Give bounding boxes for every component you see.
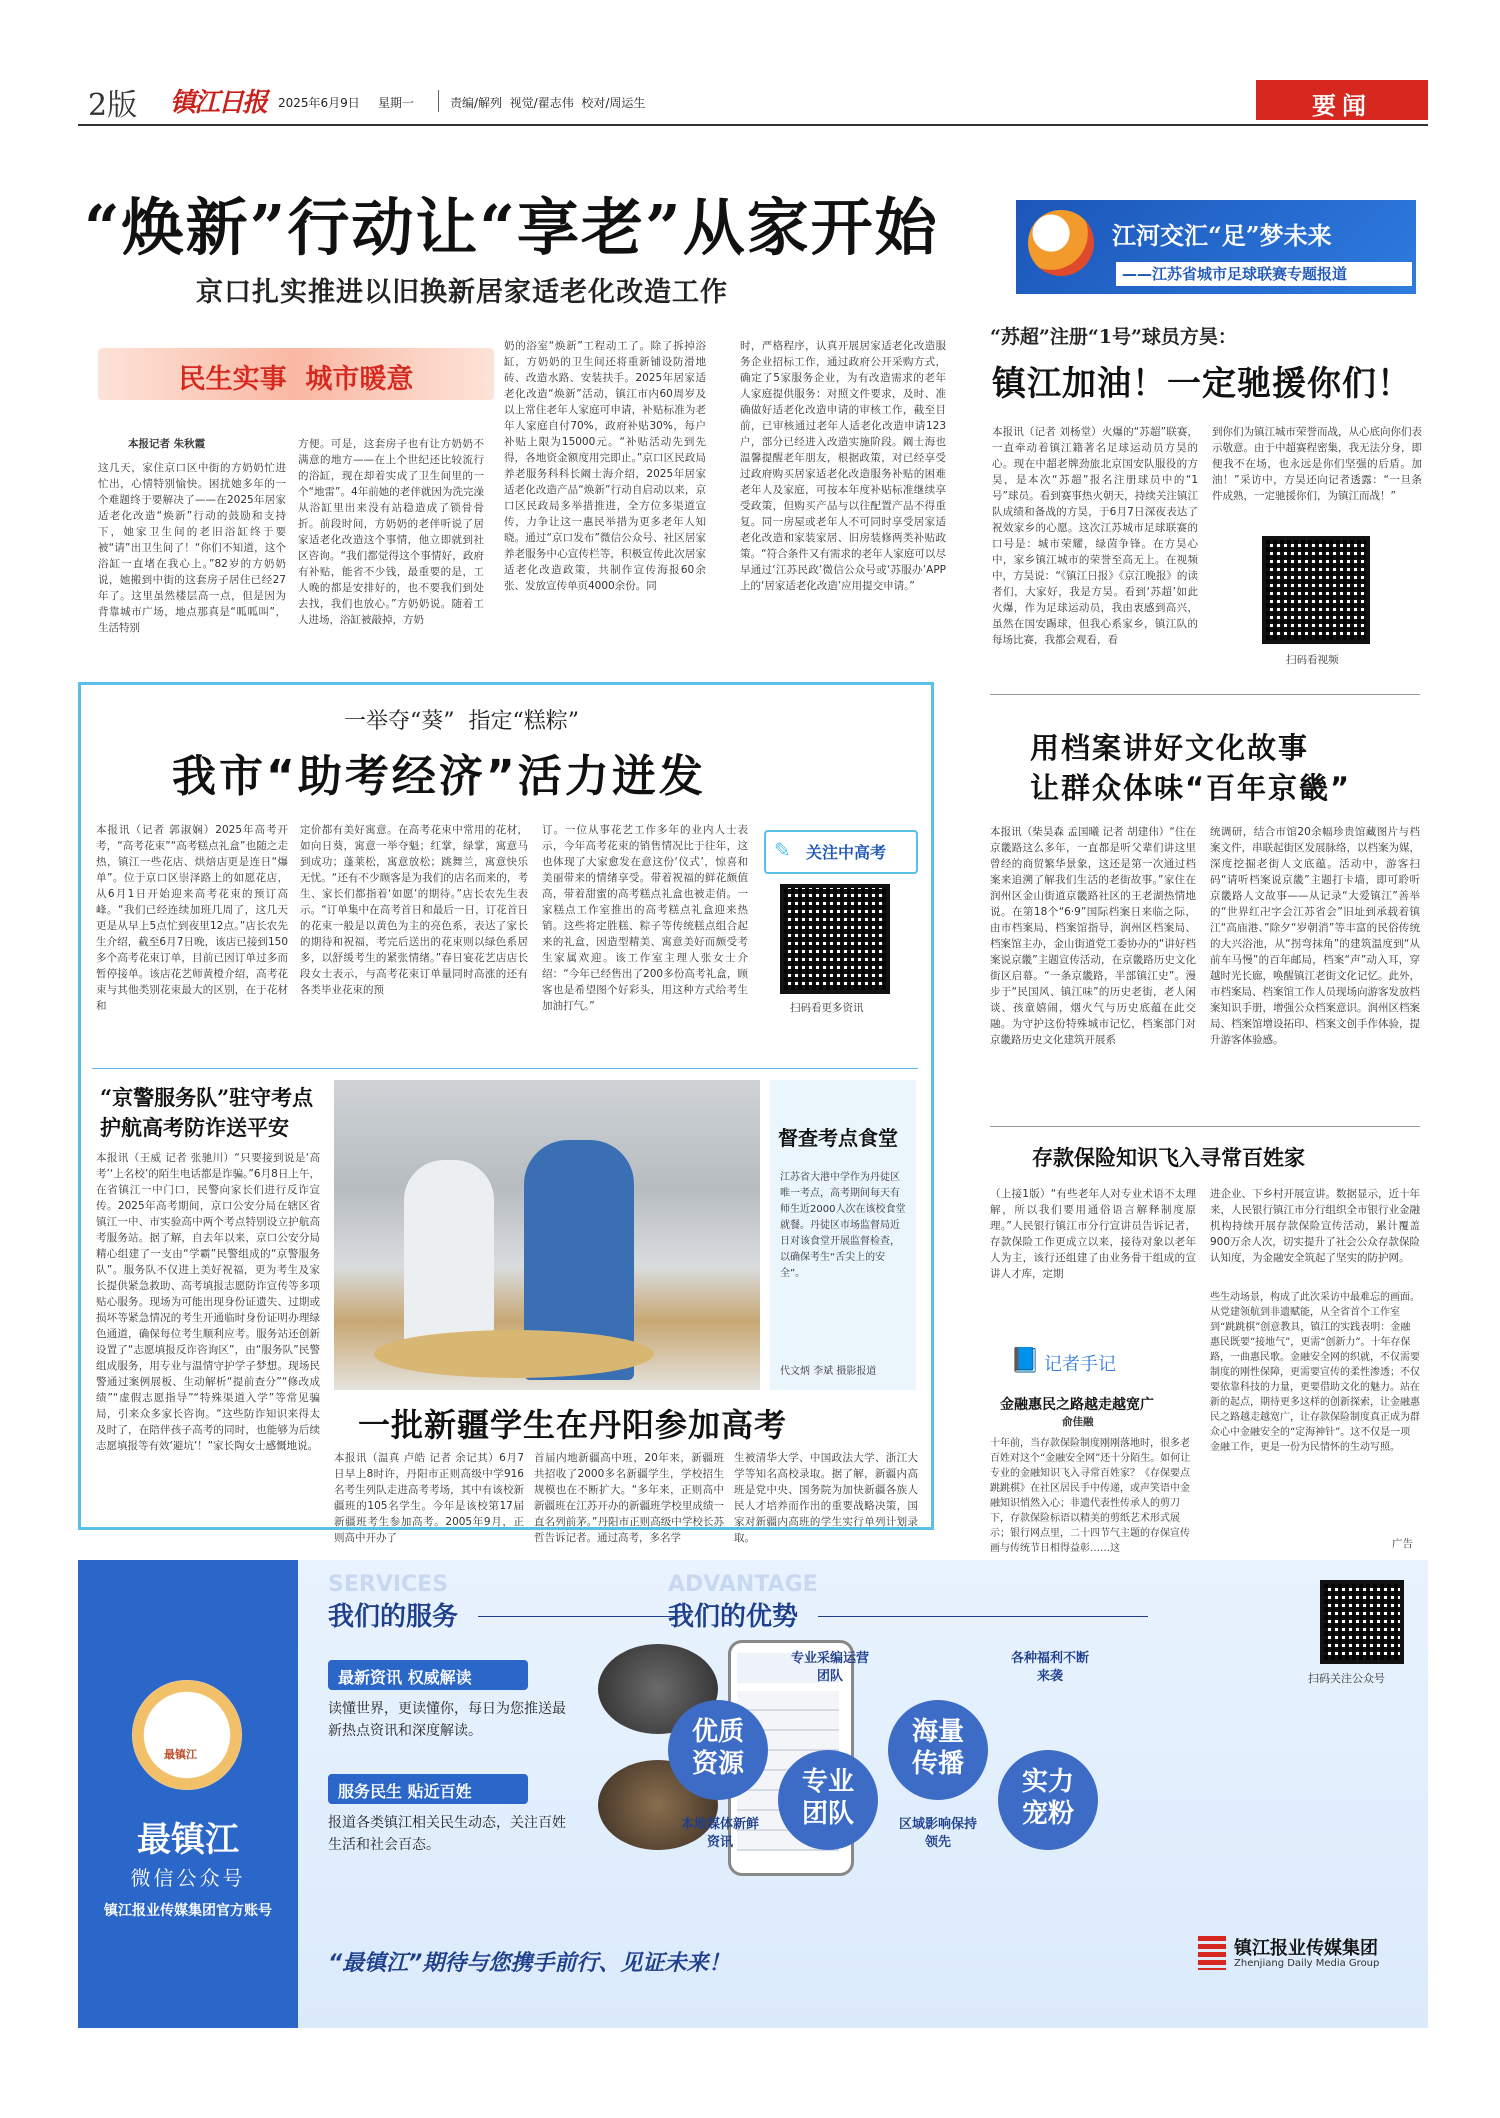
service-1-text: 读懂世界，更读懂你，每日为您推送最新热点资讯和深度解读。 <box>328 1701 566 1739</box>
xinjiang-column-3: 生被清华大学、中国政法大学、浙江大学等知名高校录取。据了解，新疆内高班是党中央、国务院为加快新疆各族人民人才培养而作出的重要战略决策，国家对新疆内高班的学生实行单列计划录取。 <box>734 1452 918 1544</box>
photo-steamer-tray <box>374 1330 654 1378</box>
exam-column-2: 定价都有美好寓意。在高考花束中常用的花材，如向日葵，寓意一举夺魁；红掌，绿掌，寓意马到成功；蓬莱松，寓意放松；跳舞兰，寓意快乐无忧。“还有不少顾客是为我们的店名而来的，考生、家长们都指着‘如愿’的期待。”店长农先生表示。“订单集中在高考首日和最后一日，订花首日的花束一般是以黄色为主的亮色系，表达了家长的期待和祝福，考完后送出的花束则以绿色系居多，以舒缓考生的紧张情绪。”春日宴花艺店店长段女士表示，与高考花束订单量同时高涨的还有各类毕业花束的预 <box>300 824 528 996</box>
xinjiang-column-1: 本报讯（温真 卢皓 记者 余记其）6月7日早上8时许，丹阳市正则高级中学916名考生列队走进高考考场，其中有该校新疆班的105名学生。今年是该校第17届新疆班考生参加高考。2005年9月，正则高中开办了 <box>334 1452 524 1544</box>
notes-column-2: 些生动场景，构成了此次采访中最难忘的画面。从党建领航到非遗赋能，从全省首个工作室到“跳跳棋”创意教具，镇江的实践表明：金融惠民既要“接地气”，更需“创新力”。十年存保路，一曲惠民歌。金融安全网的织就，不仅需要制度的刚性保障，更需要宣传的柔性渗透；不仅要依靠科技的力量，更要借助文化的魅力。站在新的起点，期待更多这样的创新探索，让金融惠民之路越走越宽广，让存款保险制度真正成为群众心中金融安全的“定海神针”。这不仅是一项金融工作，更是一份为民情怀的生动写照。 <box>1210 1292 1420 1453</box>
group-name-cn: 镇江报业传媒集团 <box>1234 1938 1378 1959</box>
advantage-en: ADVANTAGE <box>668 1572 818 1597</box>
adv-fans-hex <box>998 1750 1098 1850</box>
adv-team-label: 专业团队 <box>801 1767 854 1829</box>
adv-fans-label: 实力宠粉 <box>1021 1767 1074 1829</box>
issue-weekday: 星期一 <box>378 96 415 110</box>
ad-brand-panel <box>78 1560 298 2028</box>
football-banner <box>1016 200 1416 294</box>
ad-label: 广告 <box>1392 1538 1413 1550</box>
paper-logo: 镇江日报 <box>170 88 267 118</box>
archive-column-2: 统调研，结合市馆20余幅珍贵馆藏图片与档案文件，串联起街区发展脉络，以档案为媒，深度挖掘老街人文底蕴。活动中，游客扫码“请听档案说京畿”主题打卡墙，即可聆听京畿路人文故事——从记录“大爱镇江”善举的“世界红卍字会江苏省会”旧址到承载着镇江“高庙港、”除夕“岁朝消”等丰富的民俗传统的大兴浴池，从“拐弯抹角”的建筑温度到“从前车马慢”的百年邮局，档案“声”动入耳，穿越时光长廊，唤醒镇江老街文化记忆。此外，市档案局、档案馆工作人员现场向游客发放档案知识手册，增强公众档案意识。润州区档案局、档案馆增设拓印、档案文创手作体验，提升游客体验感。 <box>1210 826 1420 1046</box>
services-en: SERVICES <box>328 1572 449 1597</box>
exam-qr-code[interactable] <box>780 884 890 994</box>
football-banner-title: 江河交汇“足”梦未来 <box>1112 221 1332 250</box>
canteen-title: 督查考点食堂 <box>778 1126 898 1150</box>
notes-title: 金融惠民之路越走越宽广 <box>1000 1397 1154 1413</box>
soccer-ball-icon <box>1028 210 1094 276</box>
football-column-1: 本报讯（记者 刘杨堂）火爆的“苏超”联赛，一直牵动着镇江籍著名足球运动员方昊的心。现在中超老牌劲旅北京国安队服役的方昊，是本次“苏超”报名注册球员中的“1号”球员。看到赛事热火朝天，持续关注镇江队成绩和备战的方昊，于6月7日深夜表达了祝效家乡的心愿。这次江苏城市足球联赛的口号是：城市荣耀，绿茵争锋。在方昊心中，家乡镇江城市的荣誉至高无上。在视频中，方昊说：“《镇江日报》《京江晚报》的读者们，大家好，我是方昊。看到‘苏超’如此火爆，作为足球运动员，我由衷感到高兴，虽然在国安踢球，但我心系家乡，镇江队的每场比赛，我都会观看，看 <box>992 426 1198 646</box>
ad-qr-caption: 扫码关注公众号 <box>1308 1672 1385 1685</box>
section-tag <box>1256 80 1428 120</box>
adv-reach-hex <box>888 1700 988 1800</box>
service-2-text: 报道各类镇江相关民生动态，关注百姓生活和社会百态。 <box>328 1815 566 1853</box>
ad-brand-logo-text: 最镇江 <box>164 1748 197 1761</box>
ad-brand-sub: 微信公众号 <box>130 1866 246 1890</box>
issue-date: 2025年6月9日 <box>278 96 360 110</box>
adv-team-hex <box>778 1750 878 1850</box>
xinjiang-column-2: 首届内地新疆高中班，20年来，新疆班共招收了2000多名新疆学生，学校招生规模也在不断扩大。“多年来，正则高中新疆班在江苏开办的新疆班学校里成绩一直名列前茅。”丹阳市正则高级中学校长苏哲告诉记者。通过高考，多名学 <box>534 1452 724 1544</box>
football-banner-subtitle: ——江苏省城市足球联赛专题报道 <box>1116 262 1412 286</box>
pen-icon: ✎ <box>774 838 791 862</box>
group-logo-icon <box>1198 1936 1226 1970</box>
ad-panel <box>78 1560 1428 2028</box>
adv-team-top: 专业采编运营团队 <box>790 1651 869 1684</box>
archive-title-line-2: 让群众体味“百年京畿” <box>1030 771 1352 805</box>
livelihood-banner <box>98 348 494 400</box>
lead-column-4: 时，严格程序，认真开展居家适老化改造服务企业招标工作，通过政府公开采购方式，确定了5家服务企业，为有改造需求的老年人家庭提供服务：对照文件要求，及时、准确做好适老化改造申请的审核工作，截至目前，已审核通过老年人适老化改造申请123户，部分已经进入改造实施阶段。阚士海也温馨提醒老年朋友，根据政策，对已经享受过政府购买居家适老化改造服务补贴的困难老年人及家庭，可按本年度补贴标准继续享受政策，但购买产品与以往配置产品不得重复。同一房屋或老年人不可同时享受居家适老化改造和家装家居、旧房装修两类补贴政策。“符合条件又有需求的老年人家庭可以尽早通过‘江苏民政’微信公众号或‘苏服办’APP上的‘居家适老化改造’应用提交申请。” <box>740 340 946 592</box>
reporter-notes-badge <box>1010 1342 1160 1382</box>
canteen-caption-box <box>770 1080 916 1390</box>
service-2-title: 服务民生 贴近百姓 <box>338 1782 472 1801</box>
ad-brand-name: 最镇江 <box>137 1820 239 1860</box>
header-divider <box>438 90 439 112</box>
pagoda-logo-icon <box>132 1680 242 1790</box>
football-qr-code[interactable] <box>1262 536 1370 644</box>
ad-brand-group: 镇江报业传媒集团官方账号 <box>104 1903 272 1919</box>
header-rule <box>78 124 1428 126</box>
services-heading: 我们的服务 <box>328 1602 459 1632</box>
advantage-heading: 我们的优势 <box>668 1602 799 1632</box>
reporter-notes-label: 记者手记 <box>1044 1354 1116 1375</box>
advantage-rule <box>818 1616 1148 1617</box>
police-column: 本报讯（王威 记者 张驰川）“只要接到说是‘高考’‘上名校’的陌生电话都是诈骗。”6月8日上午，在省镇江一中门口，民警向家长们进行反诈宣传。2025年高考期间，京口公安分局在辖区省镇江一中、市实验高中两个考点特别设立护航高考服务站。据了解，自去年以来，京口公安分局精心组建了一支由“学霸”民警组成的“京警服务队”。服务队不仅进上美好祝福，更为考生及家长提供紧急救助、高考填报志愿防诈宣传等多项贴心服务。现场为可能出现身份证遗失、过期或损坏等紧急情况的考生开通临时身份证明办理绿色通道，确保每位考生顺利应考。服务站还创新设置了“志愿填报反诈咨询区”，由“服务队”民警组成服务，用专业与温情守护学子梦想。现场民警通过案例展板、生动解析“提前查分”“修改成绩”“虚假志愿指导”“特殊渠道入学”等常见骗局，引来众多家长咨询。“这些防诈知识来得太及时了，在陪伴孩子高考的同时，也能够为后续志愿填报等有效‘避坑’！”家长陶女士感慨地说。 <box>96 1152 320 1452</box>
masthead <box>78 80 1428 122</box>
services-rule <box>478 1616 678 1617</box>
service-1-title: 最新资讯 权威解读 <box>338 1668 472 1687</box>
group-name-en: Zhenjiang Daily Media Group <box>1234 1958 1380 1969</box>
deposit-rule <box>990 1126 1420 1127</box>
exam-qr-caption: 扫码看更多资讯 <box>790 1002 864 1014</box>
adv-quality-sub: 本地媒体新鲜资讯 <box>680 1817 759 1850</box>
lead-column-1: 这几天，家住京口区中街的方奶奶忙进忙出，心情特别愉快。困扰她多年的一个难题终于要解决了——在2025年居家适老化改造“焕新”行动的鼓励和支持下，她家卫生间的老旧浴缸终于要被“请”出卫生间了！“你们不知道，这个浴缸一直堵在我心上。”82岁的方奶奶说，她搬到中街的这套房子居住已经27年了。这里虽然楼层高一点，但是因为背靠城市广场，地点那真是“呱呱叫”，生活特别 <box>98 462 286 634</box>
lead-column-3: 奶的浴室“焕新”工程动工了。除了拆掉浴缸，方奶奶的卫生间还将重新铺设防滑地砖、改造水路、安装扶手。2025年居家适老化改造“焕新”活动，镇江市内60周岁及以上常住老年人家庭可申请，补贴标准为老年人家庭自付70%，政府补贴30%，每户补贴上限为15000元。“补贴活动先到先得，各地资金额度用完即止。”京口区民政局养老服务科科长阚士海介绍，2025年居家适老化改造产品“焕新”行动自启动以来，京口区民政局多举措推进，全方位多渠道宣传，力争让这一惠民举措为更多老年人知晓。通过“京口发布”微信公众号、社区居家养老服务中心宣传栏等，积极宣传此次居家适老化改造政策，共制作宣传海报60余张、发放宣传单页4000余份。同 <box>504 340 706 592</box>
exam-kicker: 一举夺“葵” 指定“糕粽” <box>344 709 579 734</box>
service-1-title-bar <box>328 1660 528 1690</box>
police-title-line-1: “京警服务队”驻守考点 <box>100 1085 314 1110</box>
football-column-2: 到你们为镇江城市荣誉而战，从心底向你们表示敬意。由于中超赛程密集，我无法分身，即便我不在场，也永远是你们坚强的后盾。加油！”采访中，方昊还向记者透露：“一旦条件成熟，一定驰援你们，为镇江而战！” <box>1212 426 1422 502</box>
lead-column-2: 方便。可是，这套房子也有让方奶奶不满意的地方——在上个世纪还比较流行的浴缸，现在却着实成了卫生间里的一个“地雷”。4年前她的老伴就因为洗完澡从浴缸里出来没有站稳造成了锁骨骨折。前段时间，方奶奶的老伴听说了居家适老化改造这个事情，他立即就到社区咨询。“我们都觉得这个事情好，政府有补贴，能省不少钱，最重要的是，工人晚的都是安排好的，也不要我们到处去找，我们也放心。”方奶奶说。随着工人进场，浴缸被敲掉，方奶 <box>298 438 484 626</box>
football-qr-caption: 扫码看视频 <box>1286 654 1339 666</box>
page-number: 2版 <box>88 88 138 123</box>
exam-column-1: 本报讯（记者 郭淑娴）2025年高考开考，“高考花束”“高考糕点礼盒”也随之走热，镇江一些花店、烘焙店更是连日“爆单”。位于京口区崇泽路上的如愿花店，从6月1日开始迎来高考花束的预订高峰。“我们已经连续加班几周了，这几天更是从早上5点忙到夜里12点。”店长农先生介绍，截至6月7日晚，该店已接到150多个高考花束订单，目前已因订单过多而暂停接单。该店花艺师黄橙介绍，高考花束与其他类别花束最大的区别，在于花材和 <box>96 824 288 1012</box>
canteen-credit: 代文炳 李斌 摄影报道 <box>780 1366 877 1377</box>
notes-column-1: 十年前，当存款保险制度刚刚落地时，很多老百姓对这个“金融安全网”还十分陌生。如何让专业的金融知识飞入寻常百姓家？《存保要点跳跳棋》在社区居民手中传递，或声笑语中金融知识悄然入心；非遗代表性传承人的剪刀下，存款保险标语以精美的剪纸艺术形式展示；银行网点里，二十四节气主题的存保宣传画与传统节日相得益彰……这 <box>990 1438 1191 1554</box>
deposit-column-2: 进企业、下乡村开展宣讲。数据显示，近十年来，人民银行镇江市分行组织全市银行业金融机构持续开展存款保险宣传活动，累计覆盖900万余人次，切实提升了社会公众存款保险认知度，为金融安全筑起了坚实的防护网。 <box>1210 1188 1420 1264</box>
notes-author: 俞佳融 <box>1062 1416 1094 1428</box>
exam-inner-rule <box>92 1068 918 1069</box>
deposit-column-1: （上接1版）“有些老年人对专业术语不太理解，所以我们要用通俗语言解释制度原理。”人民银行镇江市分行宣讲员告诉记者，存款保险工作更成立以来，接待对象以老年人为主，该行还组建了由业务骨干组成的宣讲人才库，定期 <box>990 1188 1196 1280</box>
adv-reach-label: 海量传播 <box>911 1717 964 1779</box>
section-label: 要闻 <box>1312 92 1372 120</box>
lead-subtitle: 京口扎实推进以旧换新居家适老化改造工作 <box>196 277 728 308</box>
archive-title-line-1: 用档案讲好文化故事 <box>1030 731 1310 765</box>
exam-title: 我市“助考经济”活力迸发 <box>172 751 706 802</box>
editor-credits: 责编/解列 视觉/翟志伟 校对/周运生 <box>450 96 646 110</box>
ad-slogan: “最镇江”期待与您携手前行、见证未来！ <box>328 1951 731 1976</box>
exam-badge <box>764 830 918 874</box>
lead-byline: 本报记者 朱秋霞 <box>128 438 206 450</box>
archive-column-1: 本报讯（柴昊森 孟国曦 记者 胡建伟）“住在京畿路这么多年，一直都是听父辈们讲这里曾经的商贸繁华景象，这还是第一次通过档案来追溯了解我们生活的老街故事。”家住在润州区金山街道京畿路社区的王老湖热情地说。在第18个“6·9”国际档案日来临之际，由市档案局、档案馆指导，润州区档案局、档案馆主办，金山街道党工委协办的“讲好档案说京畿”主题宣传活动，在京畿路历史文化街区启幕。“一条京畿路，半部镇江史”。漫步于“民国风、镇江味”的历史老街，老人闲谈、孩童嬉闹，烟火气与历史底蕴在此交融。为守护这份特殊城市记忆，档案部门对京畿路历史文化建筑开展系 <box>990 826 1196 1046</box>
canteen-photo <box>334 1080 760 1390</box>
notebook-icon: 📘 <box>1010 1346 1040 1374</box>
lead-title: “焕新”行动让“享老”从家开始 <box>84 191 939 264</box>
livelihood-banner-text: 民生实事 城市暖意 <box>178 364 414 395</box>
service-2-title-bar <box>328 1774 528 1804</box>
adv-quality-hex <box>668 1700 768 1800</box>
ad-qr-code[interactable] <box>1320 1580 1404 1664</box>
exam-badge-text: 关注中高考 <box>806 843 887 862</box>
football-kicker: “苏超”注册“1号”球员方昊： <box>990 326 1237 348</box>
football-title: 镇江加油！一定驰援你们！ <box>992 364 1412 404</box>
adv-quality-label: 优质资源 <box>691 1717 744 1779</box>
xinjiang-title: 一批新疆学生在丹阳参加高考 <box>358 1406 788 1444</box>
exam-column-3: 订。一位从事花艺工作多年的业内人士表示，今年高考花束的销售情况比于往年，这也体现了大家愈发在意这份‘仪式’，惊喜和美丽带来的情绪享受。带着祝福的鲜花颇值高，带着甜蜜的高考糕点礼盒也被走俏。一家糕点工作室推出的高考糕点礼盒迎来热销。这些将定胜糕、粽子等传统糕点组合起来的礼盒，因造型精美、寓意美好而颇受考生家属欢迎。该工作室主理人张女士介绍：“今年已经售出了200多份高考礼盒，顾客也是希望图个好彩头，用这种方式给考生加油打气。” <box>542 824 748 1012</box>
police-title-line-2: 护航高考防诈送平安 <box>100 1115 289 1140</box>
canteen-caption: 江苏省大港中学作为丹徒区唯一考点，高考期间每天有师生近2000人次在该校食堂就餐。丹徒区市场监督局近日对该食堂开展监督检查，以确保考生“舌尖上的安全”。 <box>780 1172 906 1279</box>
adv-reach-sub: 区域影响保持领先 <box>898 1817 977 1850</box>
right-top-rule <box>990 694 1420 695</box>
deposit-title: 存款保险知识飞入寻常百姓家 <box>1032 1146 1305 1170</box>
adv-fans-top: 各种福利不断来袭 <box>1010 1651 1089 1684</box>
